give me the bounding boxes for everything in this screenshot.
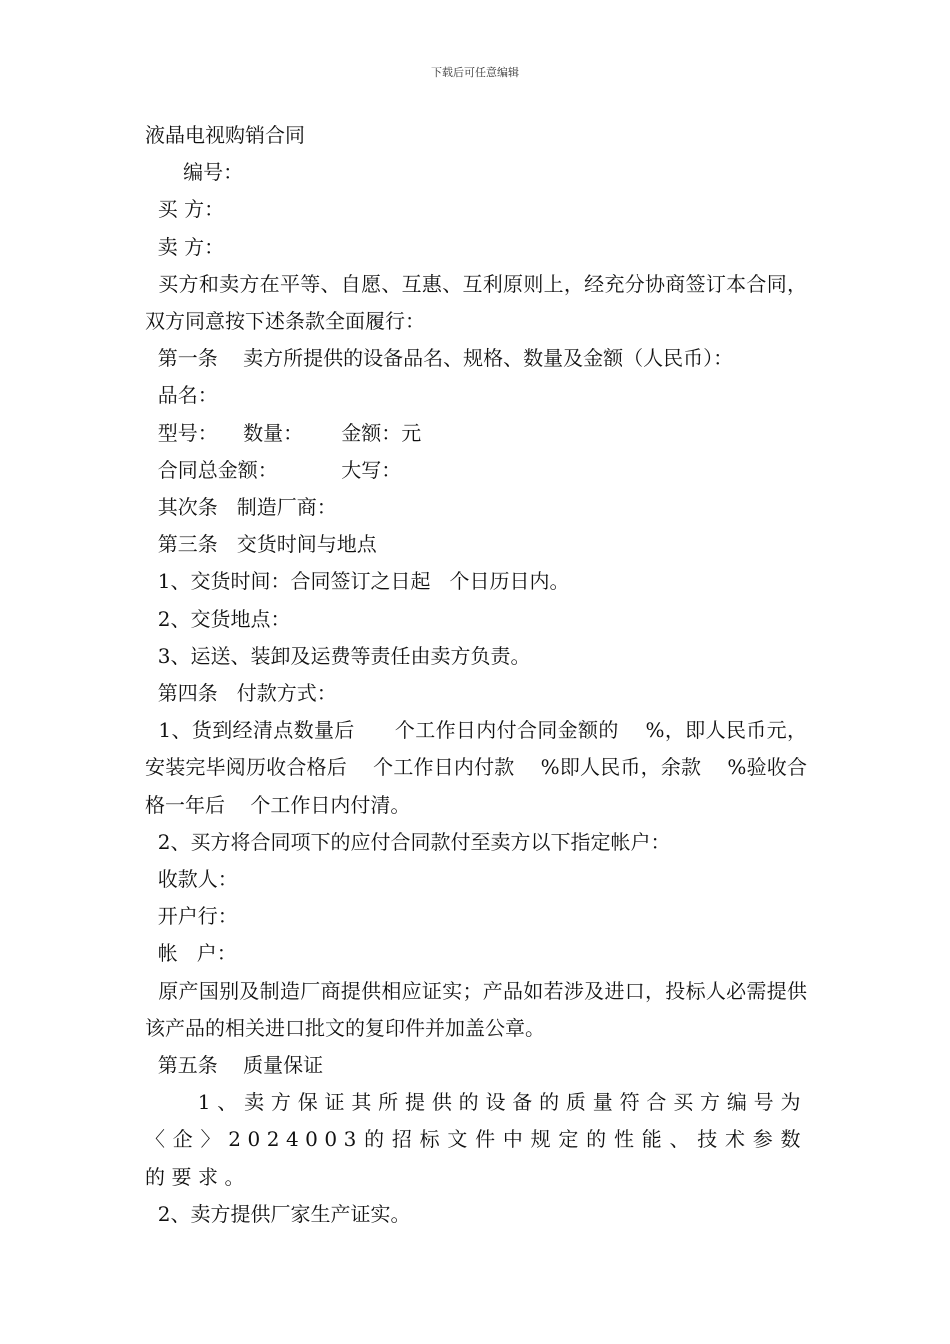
seller-line: 卖 方： [145,234,225,259]
quality-guarantee-paragraph: 1、卖方保证其所提供的设备的质量符合买方编号为〈企〉2024003的招标文件中规定的性能、技术参数的要求。 [145,1090,807,1189]
model-quantity-amount-line: 型号： 数量： 金额：元 [145,420,422,445]
payment-account-line: 2、买方将合同项下的应付合同款付至卖方以下指定帐户： [145,829,671,854]
total-amount-line: 合同总金额： 大写： [145,457,402,482]
article-2-heading: 其次条 制造厂商： [145,495,337,520]
origin-certificate-paragraph: 原产国别及制造厂商提供相应证实；产品如若涉及进口，投标人必需提供该产品的相关进口批文的复印件并加盖公章。 [145,978,807,1040]
account-line: 帐 户： [145,941,237,966]
delivery-location-line: 2、交货地点： [145,606,291,631]
payee-line: 收款人： [145,867,238,892]
contract-number-line: 编号： [145,160,244,185]
delivery-time-line: 1、交货时间：合同签订之日起 个日历日内。 [145,569,570,594]
article-3-heading: 第三条 交货时间与地点 [145,532,377,557]
contract-body [145,117,807,1233]
article-1-heading: 第一条 卖方所提供的设备品名、规格、数量及金额（人民币）： [145,346,734,371]
page-header-note: 下载后可任意编辑 [431,66,519,79]
product-name-line: 品名： [145,383,218,408]
transport-responsibility-line: 3、运送、装卸及运费等责任由卖方负责。 [145,643,531,668]
preamble-paragraph: 买方和卖方在平等、自愿、互惠、互利原则上，经充分协商签订本合同，双方同意按下述条款全面履行： [145,271,807,334]
buyer-line: 买 方： [145,197,225,222]
article-5-heading: 第五条 质量保证 [145,1053,324,1078]
article-4-heading: 第四条 付款方式： [145,681,337,706]
production-certificate-line: 2、卖方提供厂家生产证实。 [145,1201,411,1226]
contract-title: 液晶电视购销合同 [145,123,305,147]
payment-terms-paragraph: 1、货到经清点数量后 个工作日内付合同金额的 %，即人民币元，安装完毕阅历收合格后 个工作日内付款 %即人民币，余款 %验收合格一年后 个工作日内付清。 [145,718,807,817]
bank-line: 开户行： [145,904,238,929]
